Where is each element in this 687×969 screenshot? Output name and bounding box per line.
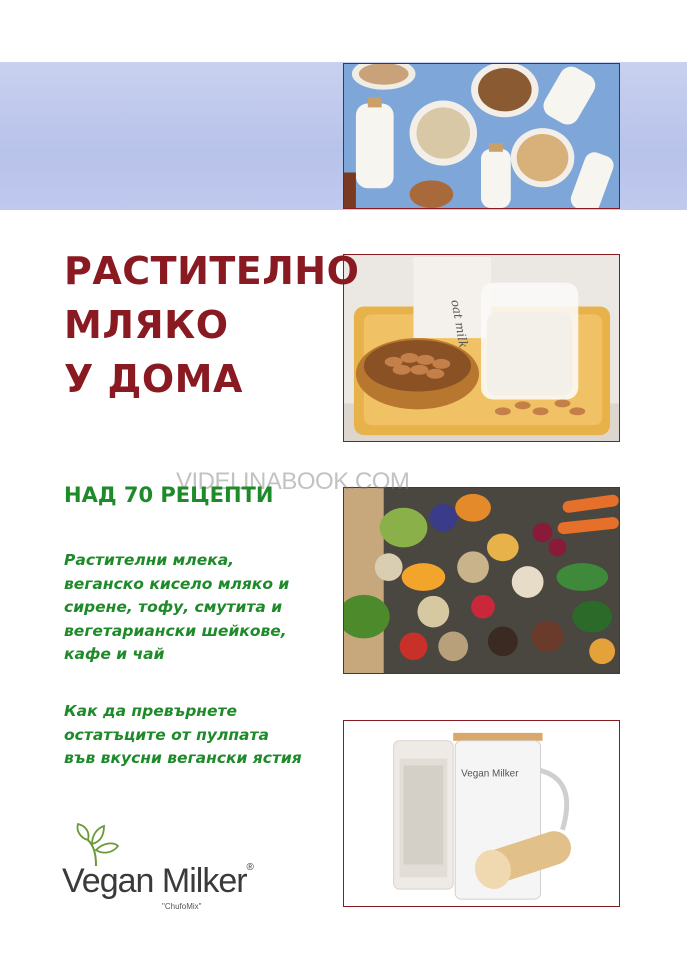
leaf-icon — [74, 820, 124, 868]
vegan-milker-logo — [62, 820, 262, 920]
pulp-text — [64, 700, 334, 771]
description-line: Растителни млека, — [64, 551, 235, 569]
logo-wordmark — [62, 862, 253, 901]
description-line: веганско кисело мляко и — [64, 574, 290, 593]
watermark: VIDELINABOOK.COM — [176, 468, 410, 495]
registered-mark: ® — [246, 862, 253, 873]
bottle-label: oat milk — [448, 298, 471, 350]
logo-name: Vegan Milker — [62, 862, 247, 900]
photo-milk-bottles-grains — [343, 63, 620, 209]
description-line: кафе и чай — [64, 645, 165, 663]
description-text — [64, 549, 334, 667]
title-line-2: МЛЯКО — [64, 303, 229, 347]
photo-vegetables-grains — [343, 487, 620, 674]
pulp-line: Как да превърнете — [64, 702, 238, 720]
description-line: вегетариански шейкове, — [64, 621, 287, 640]
description-line: сирене, тофу, смутита и — [64, 598, 283, 616]
pulp-line: във вкусни вегански ястия — [64, 749, 302, 767]
title-line-3: У ДОМА — [64, 357, 243, 401]
pulp-line: остатъците от пулпата — [64, 725, 269, 744]
recipes-heading: НАД 70 РЕЦЕПТИ — [64, 483, 274, 507]
device-label: Vegan Milker — [461, 768, 519, 780]
logo-subtitle: "ChufoMix" — [162, 902, 202, 911]
photo-vegan-milker-device — [343, 720, 620, 907]
photo-almond-milk — [343, 254, 620, 442]
title-line-1: РАСТИТЕЛНО — [64, 249, 360, 293]
book-title — [64, 244, 359, 406]
